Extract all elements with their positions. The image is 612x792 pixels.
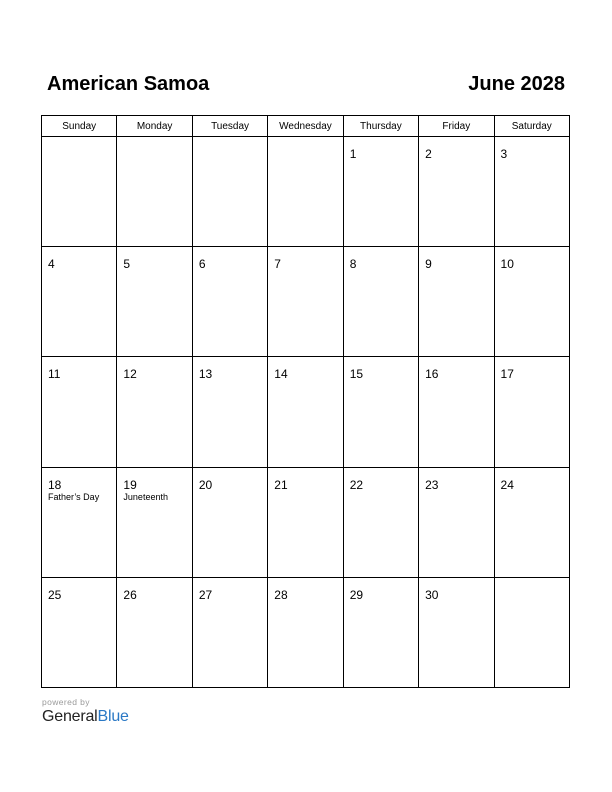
day-number: 23: [425, 477, 439, 492]
day-number: 10: [500, 257, 514, 272]
weekday-header-wednesday: Wednesday: [268, 116, 343, 137]
day-number: [193, 137, 267, 147]
day-cell: [42, 137, 117, 247]
day-number: 20: [198, 477, 213, 492]
day-number: 14: [274, 367, 288, 382]
day-cell: [343, 467, 418, 577]
holiday-label: Father’s Day: [48, 491, 100, 502]
day-cell: [268, 577, 343, 687]
logo-blue-text: Blue: [97, 708, 129, 725]
day-number: 18: [48, 477, 62, 492]
day-cell: [494, 137, 569, 247]
weekday-header-row: [42, 116, 570, 137]
day-cell: [419, 467, 494, 577]
day-number: 7: [274, 257, 281, 272]
day-cell: [419, 577, 494, 687]
week-row: [42, 467, 570, 577]
day-cell: [268, 247, 343, 357]
day-number: 6: [198, 257, 206, 272]
weekday-header-monday: Monday: [117, 116, 192, 137]
month-title: June 2028: [468, 73, 565, 95]
day-number: 29: [349, 587, 364, 602]
day-number: 22: [349, 477, 364, 492]
day-number: 26: [123, 587, 137, 602]
day-cell: [494, 357, 569, 467]
day-cell: [343, 577, 418, 687]
day-number: [117, 137, 191, 147]
day-cell: [268, 467, 343, 577]
day-cell: [343, 357, 418, 467]
day-cell: [42, 357, 117, 467]
day-number: 2: [425, 147, 432, 161]
day-cell: [192, 577, 267, 687]
region-title: American Samoa: [47, 73, 210, 95]
holiday-label: Juneteenth: [123, 491, 168, 502]
week-row: [42, 137, 570, 247]
logo-general-text: General: [42, 708, 98, 725]
day-number: 28: [274, 587, 288, 602]
day-cell: [268, 357, 343, 467]
day-cell: [192, 137, 267, 247]
day-cell: [42, 467, 117, 577]
day-number: 13: [198, 367, 213, 382]
day-number: [42, 137, 116, 147]
day-number: 4: [48, 257, 55, 272]
weekday-header-saturday: Saturday: [494, 116, 569, 137]
day-number: 12: [123, 367, 137, 382]
day-cell: [419, 247, 494, 357]
day-cell: [343, 247, 418, 357]
weekday-header-friday: Friday: [419, 116, 494, 137]
day-cell: [494, 467, 569, 577]
day-number: [495, 578, 569, 588]
day-number: 16: [425, 367, 439, 382]
day-number: [268, 137, 342, 147]
day-cell: [117, 357, 192, 467]
day-number: 27: [198, 587, 213, 602]
weekday-header-tuesday: Tuesday: [192, 116, 267, 137]
day-cell: [192, 357, 267, 467]
day-number: 21: [274, 477, 288, 492]
day-number: 24: [500, 477, 514, 492]
week-row: [42, 357, 570, 467]
brand-footer: [42, 697, 129, 727]
day-cell: [117, 247, 192, 357]
generalblue-logo: [42, 707, 129, 727]
day-cell: [117, 467, 192, 577]
day-cell: [192, 247, 267, 357]
day-cell: [42, 577, 117, 687]
day-cell: [419, 137, 494, 247]
week-row: [42, 577, 570, 687]
day-number: 17: [500, 367, 514, 382]
weekday-header-thursday: Thursday: [343, 116, 418, 137]
calendar-grid: [41, 115, 570, 688]
day-cell: [42, 247, 117, 357]
day-number: 9: [425, 257, 432, 272]
day-cell: [117, 137, 192, 247]
day-cell: [268, 137, 343, 247]
weekday-header-sunday: Sunday: [42, 116, 117, 137]
day-number: 1: [349, 147, 357, 161]
day-number: 11: [48, 367, 61, 382]
day-cell: [192, 467, 267, 577]
day-number: 15: [349, 367, 364, 382]
day-number: 25: [48, 587, 62, 602]
day-cell: [419, 357, 494, 467]
day-cell: [494, 247, 569, 357]
day-cell: [117, 577, 192, 687]
day-cell: [494, 577, 569, 687]
day-number: 30: [425, 587, 439, 602]
powered-by-label: powered by: [42, 697, 90, 707]
day-cell: [343, 137, 418, 247]
day-number: 3: [500, 147, 508, 161]
week-row: [42, 247, 570, 357]
day-number: 5: [123, 257, 131, 272]
day-number: 8: [349, 257, 357, 272]
day-number: 19: [123, 477, 137, 492]
